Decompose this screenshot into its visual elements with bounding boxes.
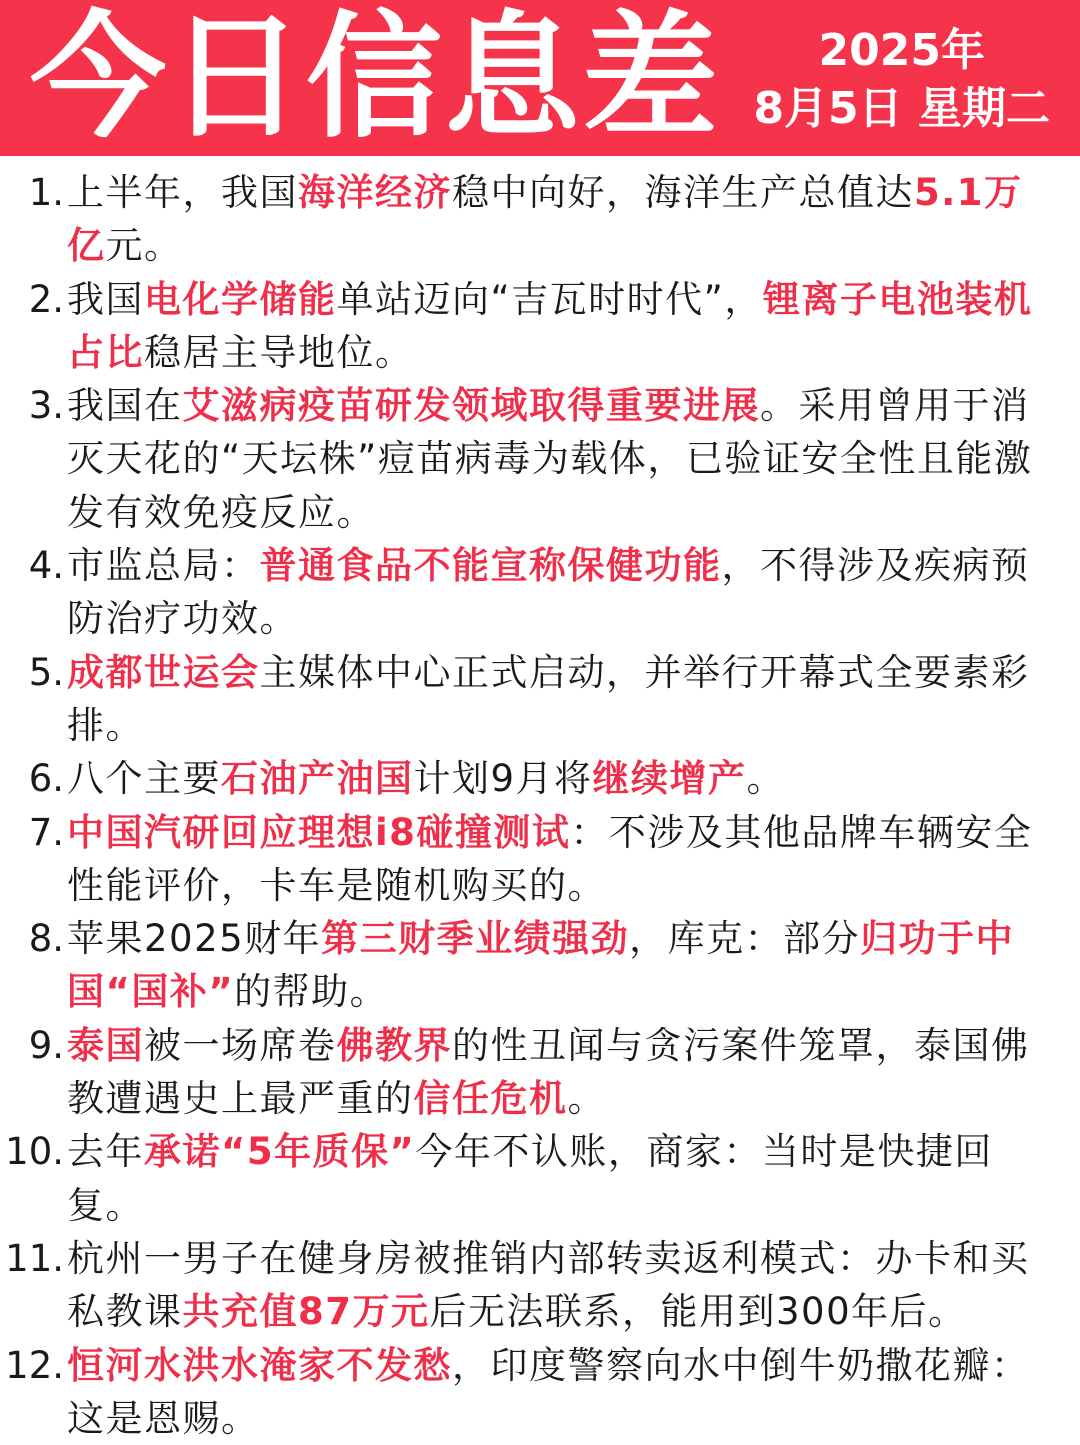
header-day: 8月5日 星期二 <box>753 83 1050 134</box>
body-text: 稳居主导地位。 <box>144 330 414 374</box>
body-text: 杭州一男子在健身房被推销内部转卖返利模式：办卡和买私教课 <box>67 1236 1030 1334</box>
body-text: 上半年，我国 <box>67 171 298 214</box>
news-item-number: 5. <box>28 650 64 694</box>
body-text: 我国 <box>67 277 144 321</box>
body-text: 后无法联系，能用到300年后。 <box>429 1290 967 1334</box>
news-item <box>0 273 1056 380</box>
news-item-number: 12. <box>5 1343 64 1387</box>
body-text: ，不得涉及疾病预防治疗功效。 <box>67 544 1030 641</box>
news-item-number: 3. <box>28 384 64 428</box>
body-text: 今年不认账，商家：当时是快捷回复。 <box>67 1130 993 1227</box>
header-date <box>753 22 1050 138</box>
news-item-number: 7. <box>28 810 64 854</box>
news-item <box>0 539 1056 646</box>
body-text: 单站迈向“吉瓦时时代”， <box>336 277 763 321</box>
news-item <box>0 1339 1056 1445</box>
body-text: 。 <box>746 757 786 801</box>
highlight-text: 归功于中国“国补” <box>67 917 1015 1014</box>
body-text: 。采用曾用于消灭天花的“天坛株”痘苗病毒为载体，已验证安全性且能激发有效免疫反应。 <box>67 384 1033 534</box>
highlight-text: 佛教界 <box>336 1023 452 1067</box>
news-item <box>0 806 1056 913</box>
highlight-text: 继续增产 <box>592 757 747 801</box>
highlight-text: 信任危机 <box>413 1077 568 1121</box>
news-item <box>0 379 1056 539</box>
body-text: ，印度警察向水中倒牛奶撒花瓣：这是恩赐。 <box>67 1343 1030 1440</box>
news-item <box>0 646 1056 753</box>
body-text: ：不涉及其他品牌车辆安全性能评价，卡车是随机购买的。 <box>67 810 1033 907</box>
highlight-text: 成都世运会 <box>67 650 260 694</box>
body-text: 的帮助。 <box>234 970 389 1014</box>
news-item-number: 11. <box>5 1236 64 1280</box>
news-item <box>0 166 1056 273</box>
body-text: 主媒体中心正式启动，并举行开幕式全要素彩排。 <box>67 650 1030 747</box>
news-item-number: 6. <box>28 757 64 801</box>
news-list <box>0 156 1080 1445</box>
body-text: 元。 <box>105 224 183 268</box>
highlight-text: 石油产油国 <box>221 757 414 801</box>
body-text: 市监总局： <box>67 544 260 588</box>
news-item-number: 9. <box>28 1023 64 1067</box>
news-item-number: 1. <box>28 171 64 214</box>
body-text: 稳中向好，海洋生产总值达 <box>452 171 914 214</box>
news-item <box>0 752 1056 805</box>
body-text: 去年 <box>67 1130 144 1174</box>
header-year: 2025年 <box>818 25 985 76</box>
body-text: 计划9月将 <box>413 757 593 801</box>
news-item-number: 8. <box>28 917 64 961</box>
body-text: 。 <box>567 1077 606 1121</box>
highlight-text: 普通食品不能宣称保健功能 <box>259 544 722 588</box>
highlight-text: 锂离子电池装机占比 <box>67 277 1033 374</box>
highlight-text: 艾滋病疫苗研发领域取得重要进展 <box>182 384 760 428</box>
page-title: 今日信息差 <box>30 0 720 157</box>
body-text: 被一场席卷 <box>144 1023 337 1067</box>
body-text: ，库克：部分 <box>629 917 861 961</box>
news-item <box>0 1232 1056 1339</box>
news-item <box>0 1125 1056 1232</box>
news-item-number: 2. <box>28 277 64 321</box>
highlight-text: 5.1万亿 <box>67 171 1023 268</box>
highlight-text: 共充值87万元 <box>182 1290 430 1334</box>
news-item-number: 4. <box>28 544 64 588</box>
body-text: 我国在 <box>67 384 183 428</box>
highlight-text: 电化学储能 <box>144 277 337 321</box>
highlight-text: 第三财季业绩强劲 <box>321 917 630 961</box>
news-item <box>0 1019 1056 1126</box>
highlight-text: 泰国 <box>67 1023 144 1067</box>
header-banner <box>0 0 1080 156</box>
body-text: 八个主要 <box>67 757 221 801</box>
highlight-text: 恒河水洪水淹家不发愁 <box>67 1343 452 1387</box>
highlight-text: 中国汽研回应理想i8碰撞测试 <box>67 810 571 854</box>
highlight-text: 海洋经济 <box>298 171 452 214</box>
news-item <box>0 912 1056 1019</box>
highlight-text: 承诺“5年质保” <box>144 1130 416 1174</box>
body-text: 的性丑闻与贪污案件笼罩，泰国佛教遭遇史上最严重的 <box>67 1023 1030 1121</box>
news-item-number: 10. <box>5 1130 64 1174</box>
body-text: 苹果2025财年 <box>67 917 322 961</box>
